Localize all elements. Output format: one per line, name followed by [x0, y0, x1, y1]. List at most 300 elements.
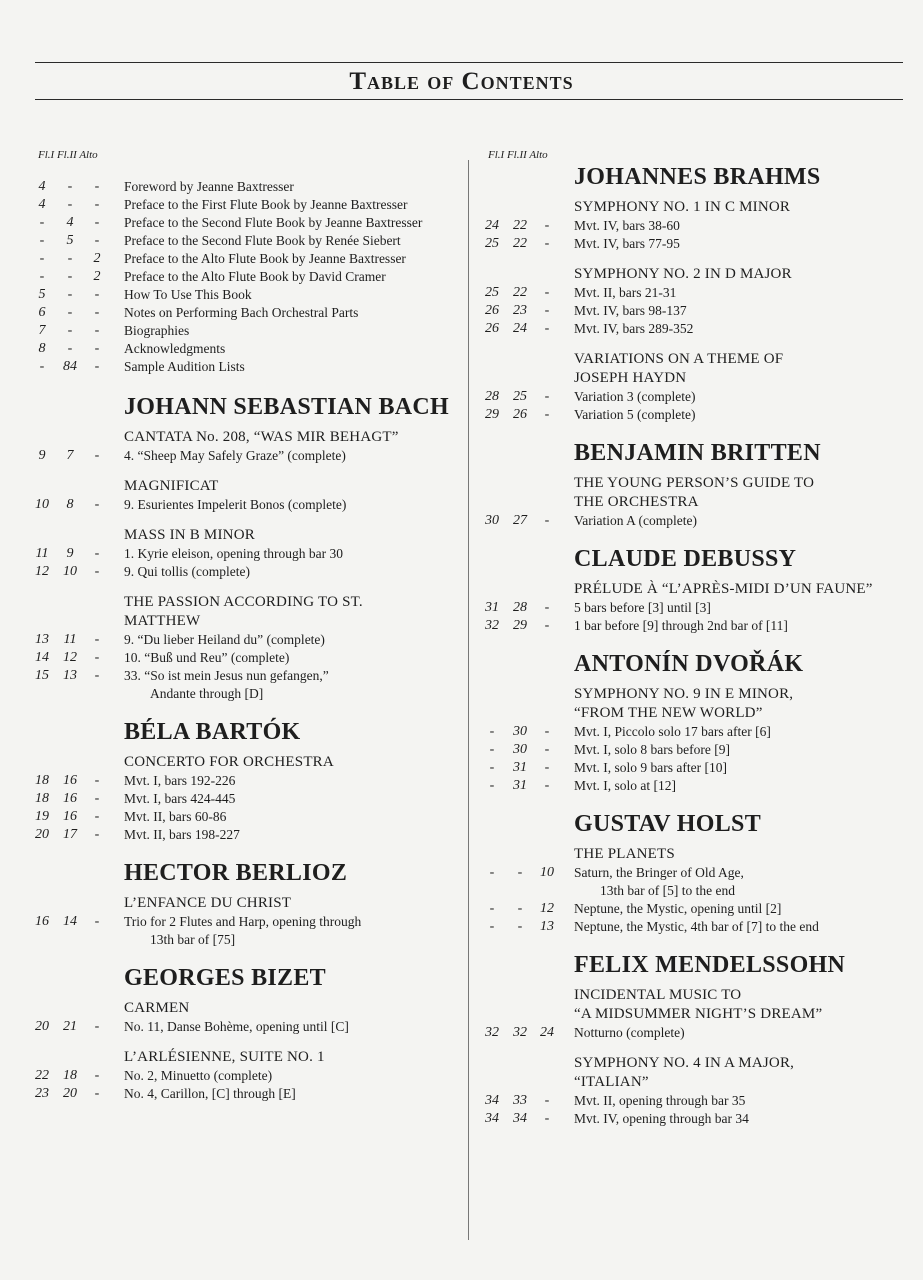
- flute-1-page: -: [489, 724, 495, 739]
- entry-text: [574, 617, 918, 635]
- flute-1-page: 28: [485, 389, 499, 404]
- alto-flute-page: -: [544, 1111, 550, 1126]
- page-numbers: [478, 900, 574, 918]
- work-title-line: SYMPHONY NO. 4 IN A MAJOR,: [574, 1055, 795, 1071]
- flute-1-page: 29: [485, 407, 499, 422]
- composer-heading: CLAUDE DEBUSSY: [574, 546, 797, 572]
- toc-entry: [478, 1092, 918, 1110]
- flute-2-page: 34: [513, 1111, 527, 1126]
- page-numbers: [28, 772, 124, 790]
- page-numbers: [28, 322, 124, 340]
- toc-entry: [28, 304, 468, 322]
- flute-2-page: -: [67, 197, 73, 212]
- flute-2-page: 10: [63, 564, 77, 579]
- entry-title: Notturno (complete): [574, 1025, 685, 1040]
- page-numbers: [478, 1092, 574, 1110]
- toc-entry: [478, 388, 918, 406]
- column-header-right: Fl.I Fl.II Alto: [488, 149, 548, 161]
- alto-flute-page: -: [94, 233, 100, 248]
- toc-entry: [28, 1067, 468, 1085]
- alto-flute-page: 12: [540, 901, 554, 916]
- work-title-line: MASS IN B MINOR: [124, 527, 255, 543]
- page-numbers: [478, 723, 574, 741]
- flute-1-page: 22: [35, 1068, 49, 1083]
- flute-2-page: 20: [63, 1086, 77, 1101]
- alto-flute-page: -: [94, 1019, 100, 1034]
- work-title-line: THE ORCHESTRA: [574, 494, 699, 510]
- flute-2-page: 30: [513, 724, 527, 739]
- work-title-line: SYMPHONY NO. 9 IN E MINOR,: [574, 686, 794, 702]
- entry-text: [574, 599, 918, 617]
- toc-entry: [478, 284, 918, 302]
- alto-flute-page: 2: [93, 269, 101, 284]
- flute-2-page: 7: [66, 448, 74, 463]
- flute-1-page: 31: [485, 600, 499, 615]
- page-numbers: [28, 214, 124, 232]
- flute-2-page: 26: [513, 407, 527, 422]
- entry-text: [124, 304, 468, 322]
- work-title: [478, 845, 918, 864]
- entry-title: Neptune, the Mystic, 4th bar of [7] to the end: [574, 919, 819, 934]
- alto-flute-page: -: [544, 1093, 550, 1108]
- page-numbers: [478, 741, 574, 759]
- work-title-line: CONCERTO FOR ORCHESTRA: [124, 754, 334, 770]
- entry-title: Mvt. I, Piccolo solo 17 bars after [6]: [574, 724, 771, 739]
- flute-2-page: 4: [66, 215, 74, 230]
- work-title: [28, 1048, 468, 1067]
- entry-text: [574, 388, 918, 406]
- alto-flute-page: -: [94, 650, 100, 665]
- entry-text: [574, 1092, 918, 1110]
- entry-text: [574, 777, 918, 795]
- toc-entry: [478, 864, 918, 900]
- toc-entry: [28, 667, 468, 703]
- flute-1-page: -: [39, 251, 45, 266]
- entry-text: [574, 217, 918, 235]
- alto-flute-page: -: [544, 218, 550, 233]
- composer-heading: JOHANN SEBASTIAN BACH: [124, 394, 450, 420]
- composer-heading: HECTOR BERLIOZ: [124, 860, 348, 886]
- toc-entry: [28, 649, 468, 667]
- entry-title: 4. “Sheep May Safely Graze” (complete): [124, 448, 346, 463]
- work-title-line: THE PASSION ACCORDING TO ST.: [124, 594, 363, 610]
- alto-flute-page: -: [544, 407, 550, 422]
- entry-text: [124, 913, 468, 949]
- page-numbers: [28, 268, 124, 286]
- entry-text: [124, 196, 468, 214]
- entry-title: Mvt. I, solo 8 bars before [9]: [574, 742, 730, 757]
- entry-text: [124, 250, 468, 268]
- entry-text: [574, 302, 918, 320]
- entry-title: Mvt. I, solo 9 bars after [10]: [574, 760, 727, 775]
- flute-2-page: -: [67, 287, 73, 302]
- flute-2-page: 22: [513, 236, 527, 251]
- page-numbers: [478, 388, 574, 406]
- alto-flute-page: -: [544, 321, 550, 336]
- entry-title: 9. Esurientes Impelerit Bonos (complete): [124, 497, 347, 512]
- flute-1-page: 12: [35, 564, 49, 579]
- flute-1-page: -: [489, 760, 495, 775]
- alto-flute-page: -: [94, 197, 100, 212]
- toc-entry: [28, 808, 468, 826]
- page-numbers: [478, 617, 574, 635]
- alto-flute-page: -: [94, 341, 100, 356]
- flute-1-page: 32: [485, 1025, 499, 1040]
- flute-1-page: -: [39, 269, 45, 284]
- flute-2-page: -: [67, 323, 73, 338]
- alto-flute-page: 2: [93, 251, 101, 266]
- page-numbers: [28, 304, 124, 322]
- top-rule: [35, 62, 903, 63]
- toc-entry: [478, 741, 918, 759]
- entry-text: [124, 808, 468, 826]
- flute-1-page: 23: [35, 1086, 49, 1101]
- work-title-line: JOSEPH HAYDN: [574, 370, 687, 386]
- title-underline: [35, 99, 903, 100]
- flute-2-page: 9: [66, 546, 74, 561]
- toc-entry: [478, 235, 918, 253]
- page-numbers: [28, 667, 124, 703]
- toc-entry: [478, 918, 918, 936]
- toc-entry: [28, 1018, 468, 1036]
- entry-text: [574, 759, 918, 777]
- alto-flute-page: -: [94, 791, 100, 806]
- work-title-line: L’ARLÉSIENNE, SUITE NO. 1: [124, 1049, 325, 1065]
- alto-flute-page: -: [544, 236, 550, 251]
- entry-title: No. 2, Minuetto (complete): [124, 1068, 273, 1083]
- entry-text: [124, 1085, 468, 1103]
- entry-title: Variation A (complete): [574, 513, 697, 528]
- entry-text: [574, 918, 918, 936]
- flute-1-page: 20: [35, 1019, 49, 1034]
- flute-2-page: -: [517, 919, 523, 934]
- entry-title: No. 4, Carillon, [C] through [E]: [124, 1086, 296, 1101]
- composer-heading: GUSTAV HOLST: [574, 811, 762, 837]
- entry-continuation: Andante through [D]: [150, 686, 264, 701]
- toc-entry: [28, 214, 468, 232]
- entry-title: Acknowledgments: [124, 341, 226, 356]
- alto-flute-page: -: [544, 742, 550, 757]
- entry-title: Mvt. II, bars 198-227: [124, 827, 240, 842]
- entry-title: Preface to the Alto Flute Book by Jeanne Baxtresser: [124, 251, 406, 266]
- entry-text: [124, 1018, 468, 1036]
- flute-1-page: 11: [35, 546, 49, 561]
- page-numbers: [28, 496, 124, 514]
- work-title-line: CARMEN: [124, 1000, 190, 1016]
- entry-title: Mvt. I, solo at [12]: [574, 778, 676, 793]
- work-title-line: MAGNIFICAT: [124, 478, 219, 494]
- alto-flute-page: -: [544, 513, 550, 528]
- toc-entry: [478, 512, 918, 530]
- flute-2-page: 16: [63, 773, 77, 788]
- toc-entry: [478, 900, 918, 918]
- entry-text: [124, 631, 468, 649]
- page-numbers: [28, 178, 124, 196]
- flute-2-page: 22: [513, 285, 527, 300]
- toc-entry: [28, 268, 468, 286]
- flute-1-page: -: [489, 778, 495, 793]
- alto-flute-page: -: [94, 179, 100, 194]
- alto-flute-page: -: [544, 760, 550, 775]
- entry-text: [124, 667, 468, 703]
- flute-1-page: -: [39, 233, 45, 248]
- flute-2-page: 27: [513, 513, 527, 528]
- toc-entry: [478, 759, 918, 777]
- entry-text: [574, 235, 918, 253]
- flute-1-page: 20: [35, 827, 49, 842]
- toc-entry: [28, 563, 468, 581]
- work-title: [478, 265, 918, 284]
- page-numbers: [478, 864, 574, 900]
- entry-text: [124, 232, 468, 250]
- flute-1-page: 24: [485, 218, 499, 233]
- work-title-line: VARIATIONS ON A THEME OF: [574, 351, 784, 367]
- entry-text: [574, 1024, 918, 1042]
- entry-title: Mvt. II, opening through bar 35: [574, 1093, 746, 1108]
- work-title: [478, 986, 918, 1024]
- flute-2-page: 14: [63, 914, 77, 929]
- entry-title: Sample Audition Lists: [124, 359, 245, 374]
- toc-entry: [478, 599, 918, 617]
- entry-title: 5 bars before [3] until [3]: [574, 600, 711, 615]
- entry-text: [574, 900, 918, 918]
- page-numbers: [28, 286, 124, 304]
- flute-2-page: 33: [513, 1093, 527, 1108]
- flute-2-page: 12: [63, 650, 77, 665]
- toc-entry: [28, 1085, 468, 1103]
- entry-title: 9. “Du lieber Heiland du” (complete): [124, 632, 325, 647]
- flute-1-page: 25: [485, 285, 499, 300]
- alto-flute-page: -: [94, 546, 100, 561]
- flute-1-page: 14: [35, 650, 49, 665]
- flute-1-page: 4: [38, 179, 46, 194]
- toc-entry: [478, 1110, 918, 1128]
- toc-entry: [478, 617, 918, 635]
- flute-1-page: 16: [35, 914, 49, 929]
- entry-text: [574, 1110, 918, 1128]
- entry-text: [124, 286, 468, 304]
- flute-2-page: 18: [63, 1068, 77, 1083]
- page-numbers: [28, 250, 124, 268]
- toc-entry: [478, 777, 918, 795]
- page-numbers: [478, 320, 574, 338]
- flute-2-page: -: [517, 901, 523, 916]
- page-numbers: [478, 217, 574, 235]
- flute-2-page: 30: [513, 742, 527, 757]
- flute-2-page: 5: [66, 233, 74, 248]
- entry-title: Foreword by Jeanne Baxtresser: [124, 179, 294, 194]
- entry-text: [124, 649, 468, 667]
- page-numbers: [478, 777, 574, 795]
- page-numbers: [28, 1067, 124, 1085]
- front-matter-list: [28, 178, 468, 376]
- alto-flute-page: -: [544, 389, 550, 404]
- page-numbers: [478, 599, 574, 617]
- alto-flute-page: -: [94, 1086, 100, 1101]
- page-numbers: [28, 1085, 124, 1103]
- right-composer-sections: [478, 162, 918, 1128]
- flute-1-page: 15: [35, 668, 49, 683]
- alto-flute-page: -: [94, 497, 100, 512]
- page-numbers: [28, 913, 124, 949]
- entry-title: 10. “Buß und Reu” (complete): [124, 650, 290, 665]
- right-column: [478, 148, 918, 1128]
- toc-entry: [28, 631, 468, 649]
- composer-heading: BÉLA BARTÓK: [124, 719, 301, 745]
- alto-flute-page: -: [544, 285, 550, 300]
- toc-entry: [28, 790, 468, 808]
- entry-title: Trio for 2 Flutes and Harp, opening through: [124, 914, 362, 929]
- entry-title: 9. Qui tollis (complete): [124, 564, 250, 579]
- entry-text: [574, 723, 918, 741]
- work-title: [28, 999, 468, 1018]
- entry-title: Preface to the Second Flute Book by Jeanne Baxtresser: [124, 215, 423, 230]
- entry-text: [124, 772, 468, 790]
- work-title: [28, 593, 468, 631]
- flute-2-page: -: [67, 179, 73, 194]
- work-title: [478, 685, 918, 723]
- flute-2-page: 84: [63, 359, 77, 374]
- page-numbers: [478, 759, 574, 777]
- work-title: [28, 428, 468, 447]
- alto-flute-page: -: [94, 564, 100, 579]
- alto-flute-page: -: [94, 632, 100, 647]
- toc-entry: [478, 302, 918, 320]
- entry-text: [124, 790, 468, 808]
- toc-entry: [478, 406, 918, 424]
- alto-flute-page: 13: [540, 919, 554, 934]
- entry-text: [124, 322, 468, 340]
- alto-flute-page: -: [94, 215, 100, 230]
- page-numbers: [28, 196, 124, 214]
- flute-2-page: 8: [66, 497, 74, 512]
- alto-flute-page: -: [94, 827, 100, 842]
- alto-flute-page: -: [94, 448, 100, 463]
- work-title: [478, 350, 918, 388]
- page-numbers: [28, 808, 124, 826]
- page-numbers: [478, 1110, 574, 1128]
- work-title-line: “ITALIAN”: [574, 1074, 649, 1090]
- flute-1-page: 9: [38, 448, 46, 463]
- entry-title: Preface to the First Flute Book by Jeanne Baxtresser: [124, 197, 408, 212]
- flute-1-page: 10: [35, 497, 49, 512]
- toc-entry: [28, 358, 468, 376]
- entry-title: 33. “So ist mein Jesus nun gefangen,”: [124, 668, 329, 683]
- flute-2-page: 16: [63, 791, 77, 806]
- toc-entry: [28, 447, 468, 465]
- entry-title: Mvt. II, bars 60-86: [124, 809, 227, 824]
- entry-title: Preface to the Second Flute Book by Renée Siebert: [124, 233, 401, 248]
- composer-heading: ANTONÍN DVOŘÁK: [574, 651, 804, 677]
- flute-2-page: 22: [513, 218, 527, 233]
- composer-heading: FELIX MENDELSSOHN: [574, 952, 846, 978]
- flute-2-page: -: [67, 305, 73, 320]
- alto-flute-page: -: [94, 773, 100, 788]
- page-numbers: [478, 302, 574, 320]
- alto-flute-page: -: [544, 303, 550, 318]
- work-title: [28, 894, 468, 913]
- alto-flute-page: -: [94, 323, 100, 338]
- entry-title: Mvt. I, bars 192-226: [124, 773, 236, 788]
- alto-flute-page: -: [544, 724, 550, 739]
- work-title: [478, 580, 918, 599]
- flute-1-page: 19: [35, 809, 49, 824]
- page-numbers: [478, 235, 574, 253]
- alto-flute-page: -: [544, 600, 550, 615]
- flute-2-page: 32: [513, 1025, 527, 1040]
- page-numbers: [28, 358, 124, 376]
- alto-flute-page: -: [94, 305, 100, 320]
- flute-2-page: 24: [513, 321, 527, 336]
- toc-entry: [28, 772, 468, 790]
- flute-1-page: -: [489, 742, 495, 757]
- flute-2-page: 29: [513, 618, 527, 633]
- flute-1-page: 6: [38, 305, 46, 320]
- flute-1-page: 25: [485, 236, 499, 251]
- left-column: [28, 148, 468, 1103]
- entry-title: Preface to the Alto Flute Book by David Cramer: [124, 269, 386, 284]
- flute-1-page: 8: [38, 341, 46, 356]
- toc-entry: [478, 320, 918, 338]
- alto-flute-page: -: [94, 914, 100, 929]
- entry-title: 1. Kyrie eleison, opening through bar 30: [124, 546, 343, 561]
- alto-flute-page: -: [94, 809, 100, 824]
- page-numbers: [28, 826, 124, 844]
- entry-continuation: 13th bar of [75]: [150, 932, 236, 947]
- entry-title: Mvt. IV, bars 289-352: [574, 321, 694, 336]
- flute-1-page: 18: [35, 773, 49, 788]
- entry-title: Variation 5 (complete): [574, 407, 696, 422]
- entry-text: [124, 268, 468, 286]
- work-title-line: SYMPHONY NO. 2 IN D MAJOR: [574, 266, 792, 282]
- work-title-line: THE PLANETS: [574, 846, 675, 862]
- flute-2-page: 23: [513, 303, 527, 318]
- toc-entry: [478, 723, 918, 741]
- entry-text: [574, 741, 918, 759]
- entry-title: Mvt. IV, opening through bar 34: [574, 1111, 749, 1126]
- flute-1-page: 26: [485, 303, 499, 318]
- work-title: [28, 526, 468, 545]
- work-title: [478, 198, 918, 217]
- flute-2-page: 31: [513, 760, 527, 775]
- work-title-line: CANTATA No. 208, “WAS MIR BEHAGT”: [124, 429, 399, 445]
- flute-1-page: -: [489, 901, 495, 916]
- column-divider: [468, 160, 469, 1240]
- entry-title: Neptune, the Mystic, opening until [2]: [574, 901, 782, 916]
- work-title-line: “FROM THE NEW WORLD”: [574, 705, 763, 721]
- work-title-line: THE YOUNG PERSON’S GUIDE TO: [574, 475, 815, 491]
- flute-2-page: 11: [63, 632, 77, 647]
- work-title: [478, 1054, 918, 1092]
- flute-2-page: 13: [63, 668, 77, 683]
- flute-1-page: -: [489, 865, 495, 880]
- page-title: Table of Contents: [349, 68, 574, 95]
- work-title-line: MATTHEW: [124, 613, 201, 629]
- entry-continuation: 13th bar of [5] to the end: [600, 883, 735, 898]
- toc-entry: [28, 913, 468, 949]
- page-numbers: [478, 406, 574, 424]
- page-numbers: [478, 1024, 574, 1042]
- flute-2-page: 28: [513, 600, 527, 615]
- alto-flute-page: -: [544, 778, 550, 793]
- page-numbers: [28, 447, 124, 465]
- entry-title: How To Use This Book: [124, 287, 252, 302]
- flute-1-page: -: [489, 919, 495, 934]
- flute-2-page: -: [67, 251, 73, 266]
- flute-1-page: 7: [38, 323, 46, 338]
- entry-title: Mvt. IV, bars 98-137: [574, 303, 687, 318]
- page-numbers: [478, 918, 574, 936]
